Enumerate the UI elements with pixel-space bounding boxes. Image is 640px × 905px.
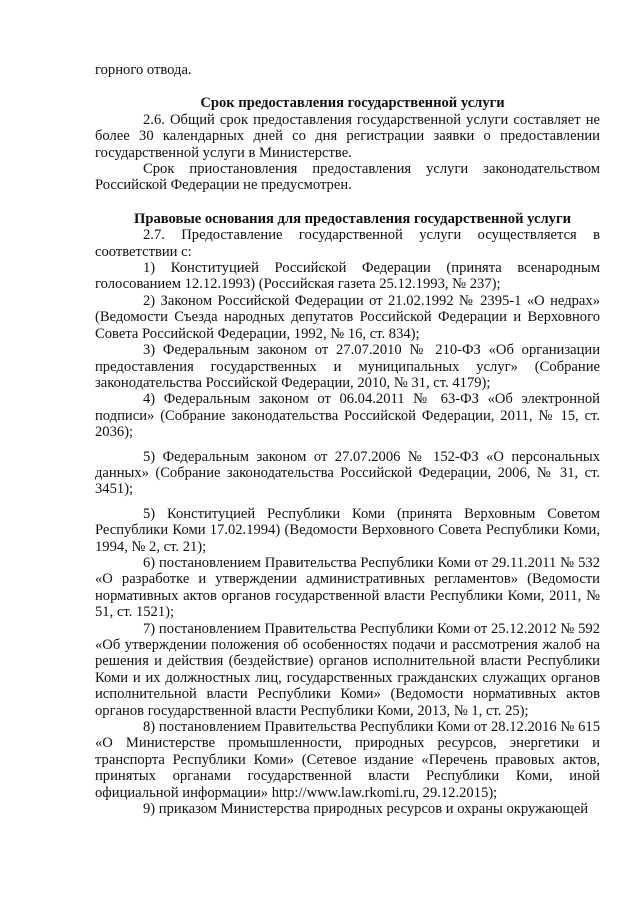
legal-item-8: 8) постановлением Правительства Республики Коми от 28.12.2016 № 615 «О Министерстве промышленности, природных ресурсов, энергетики и транспорта Республики Коми» (Сетевое издание «Перечень правовых актов, принятых органами государственной власти Республики Коми, иной официальной информации» http://www.law.rkomi.ru, 29.12.2015); xyxy=(95,719,600,801)
legal-item-6: 6) постановлением Правительства Республики Коми от 29.11.2011 № 532 «О разработке и утверждении административных регламентов» (Ведомости нормативных актов органов государственной власти Республики Коми, 2011, № 51, ст. 1521); xyxy=(95,554,600,621)
section-term-heading: Срок предоставления государственной услуги xyxy=(200,95,505,112)
spacer xyxy=(95,194,600,211)
legal-item-2: 2) Законом Российской Федерации от 21.02.1992 № 2395-1 «О недрах» (Ведомости Съезда народных депутатов Российской Федерации и Верховного Совета Российской Федерации, 1992, № 16, ст. 834); xyxy=(95,292,600,342)
section-legal-heading: Правовые основания для предоставления государственной услуги xyxy=(133,210,571,227)
legal-item-5b: 5) Конституцией Республики Коми (принята Верховным Советом Республики Коми 17.02.1994) (Ведомости Верховного Совета Республики Коми, 1994, № 2, ст. 21); xyxy=(95,505,600,555)
intro-fragment: горного отвода. xyxy=(95,62,192,78)
legal-item-5: 5) Федеральным законом от 27.07.2006 № 152-ФЗ «О персональных данных» (Собрание законодательства Российской Федерации, 2006, № 31, ст. 3451); xyxy=(95,448,600,498)
spacer xyxy=(95,441,600,449)
spacer xyxy=(95,498,600,506)
paragraph-suspension: Срок приостановления предоставления услуги законодательством Российской Федерации не предусмотрен. xyxy=(95,161,600,194)
legal-item-3: 3) Федеральным законом от 27.07.2010 № 210-ФЗ «Об организации предоставления государственных и муниципальных услуг» (Собрание законодательства Российской Федерации, 2010, № 31, ст. 4179); xyxy=(95,342,600,391)
legal-item-4: 4) Федеральным законом от 06.04.2011 № 63-ФЗ «Об электронной подписи» (Собрание законодательства Российской Федерации, 2011, № 15, ст. 2036); xyxy=(95,391,600,441)
paragraph-2-7: 2.7. Предоставление государственной услуги осуществляется в соответствии с: xyxy=(95,227,600,260)
legal-item-7: 7) постановлением Правительства Республики Коми от 25.12.2012 № 592 «Об утверждении положения об особенностях подачи и рассмотрения жалоб на решения и действия (бездействие) органов исполнительной власти Республики Коми и их должностных лиц, государственных гражданских служащих органов исполнительной власти Республики Коми» (Ведомости нормативных актов органов государственной власти Республики Коми, 2013, № 1, ст. 25); xyxy=(95,620,600,719)
spacer xyxy=(95,78,600,95)
paragraph-2-6: 2.6. Общий срок предоставления государственной услуги составляет не более 30 календарных дней со дня регистрации заявки о предоставлении государственной услуги в Министерстве. xyxy=(95,111,600,161)
legal-item-1: 1) Конституцией Российской Федерации (принята всенародным голосованием 12.12.1993) (Российская газета 25.12.1993, № 237); xyxy=(95,260,600,293)
legal-item-9: 9) приказом Министерства природных ресурсов и охраны окружающей xyxy=(143,801,589,818)
